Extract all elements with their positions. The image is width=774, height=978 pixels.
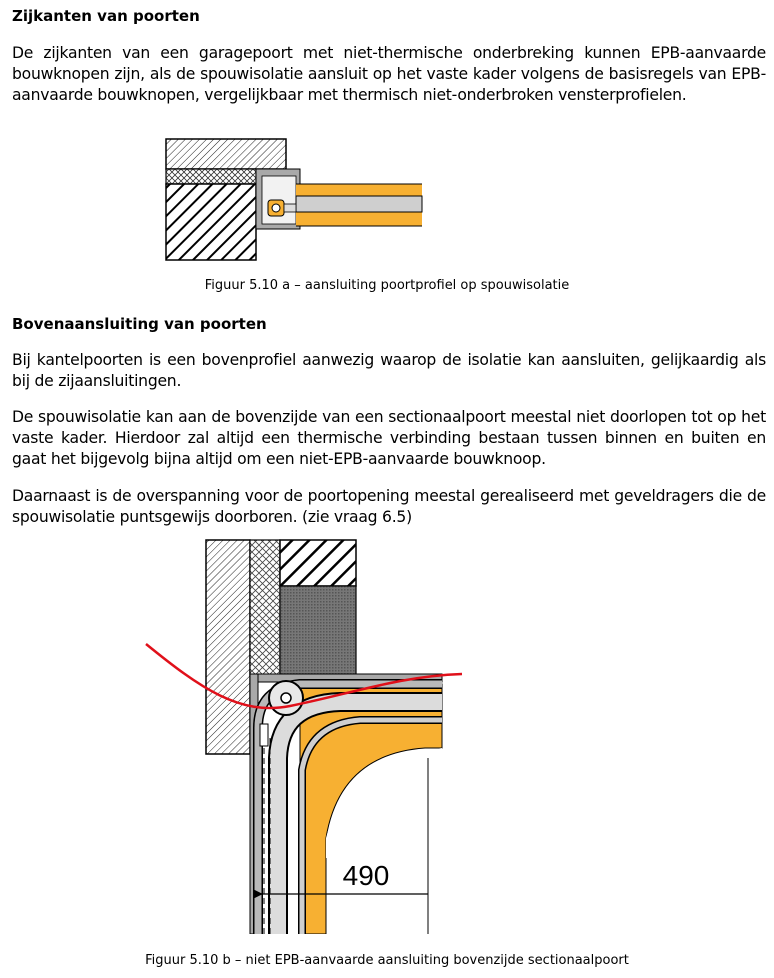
figure-5-10b-caption: Figuur 5.10 b – niet EPB-aanvaarde aansluiting bovenzijde sectionaalpoort xyxy=(145,953,629,968)
dimension-label: 490 xyxy=(342,860,390,891)
inner-wall-top xyxy=(280,540,356,586)
figure-5-10b-diagram xyxy=(140,538,470,934)
cavity-insulation xyxy=(250,540,280,676)
door-panel xyxy=(296,196,422,212)
outer-wall-leaf xyxy=(206,540,250,754)
paragraph-top-1: Bij kantelpoorten is een bovenprofiel aanwezig waarop de isolatie kan aansluiten, gelijkaardig als bij de zijaansluitingen. xyxy=(12,351,766,390)
paragraph-side: De zijkanten van een garagepoort met niet-thermische onderbreking kunnen EPB-aanvaarde bouwknopen zijn, als de spouwisolatie aansluit op het vaste kader volgens de basisregels van EPB-aanvaarde bouwknopen, vergelijkbaar met thermisch niet-onderbroken vensterprofielen. xyxy=(12,44,766,104)
masonry-wall xyxy=(166,184,256,260)
lintel-block xyxy=(280,586,356,676)
lintel-top xyxy=(166,139,286,169)
paragraph-top-3: Daarnaast is de overspanning voor de poortopening meestal gerealiseerd met geveldragers die de spouwisolatie puntsgewijs doorboren. (zie vraag 6.5) xyxy=(12,487,766,526)
cavity-insulation-hatched xyxy=(166,169,256,184)
figure-5-10a-caption: Figuur 5.10 a – aansluiting poortprofiel op spouwisolatie xyxy=(204,278,570,293)
section-heading-top: Bovenaansluiting van poorten xyxy=(12,315,267,333)
figure-5-10a-diagram xyxy=(160,136,430,266)
section-heading-side: Zijkanten van poorten xyxy=(12,7,200,25)
paragraph-top-2: De spouwisolatie kan aan de bovenzijde van een sectionaalpoort meestal niet doorlopen tot op het vaste kader. Hierdoor zal altijd een thermische verbinding bestaan tussen binnen en buiten en gaat het bijgevolg bijna altijd om een niet-EPB-aanvaarde bouwknoop. xyxy=(12,408,766,468)
